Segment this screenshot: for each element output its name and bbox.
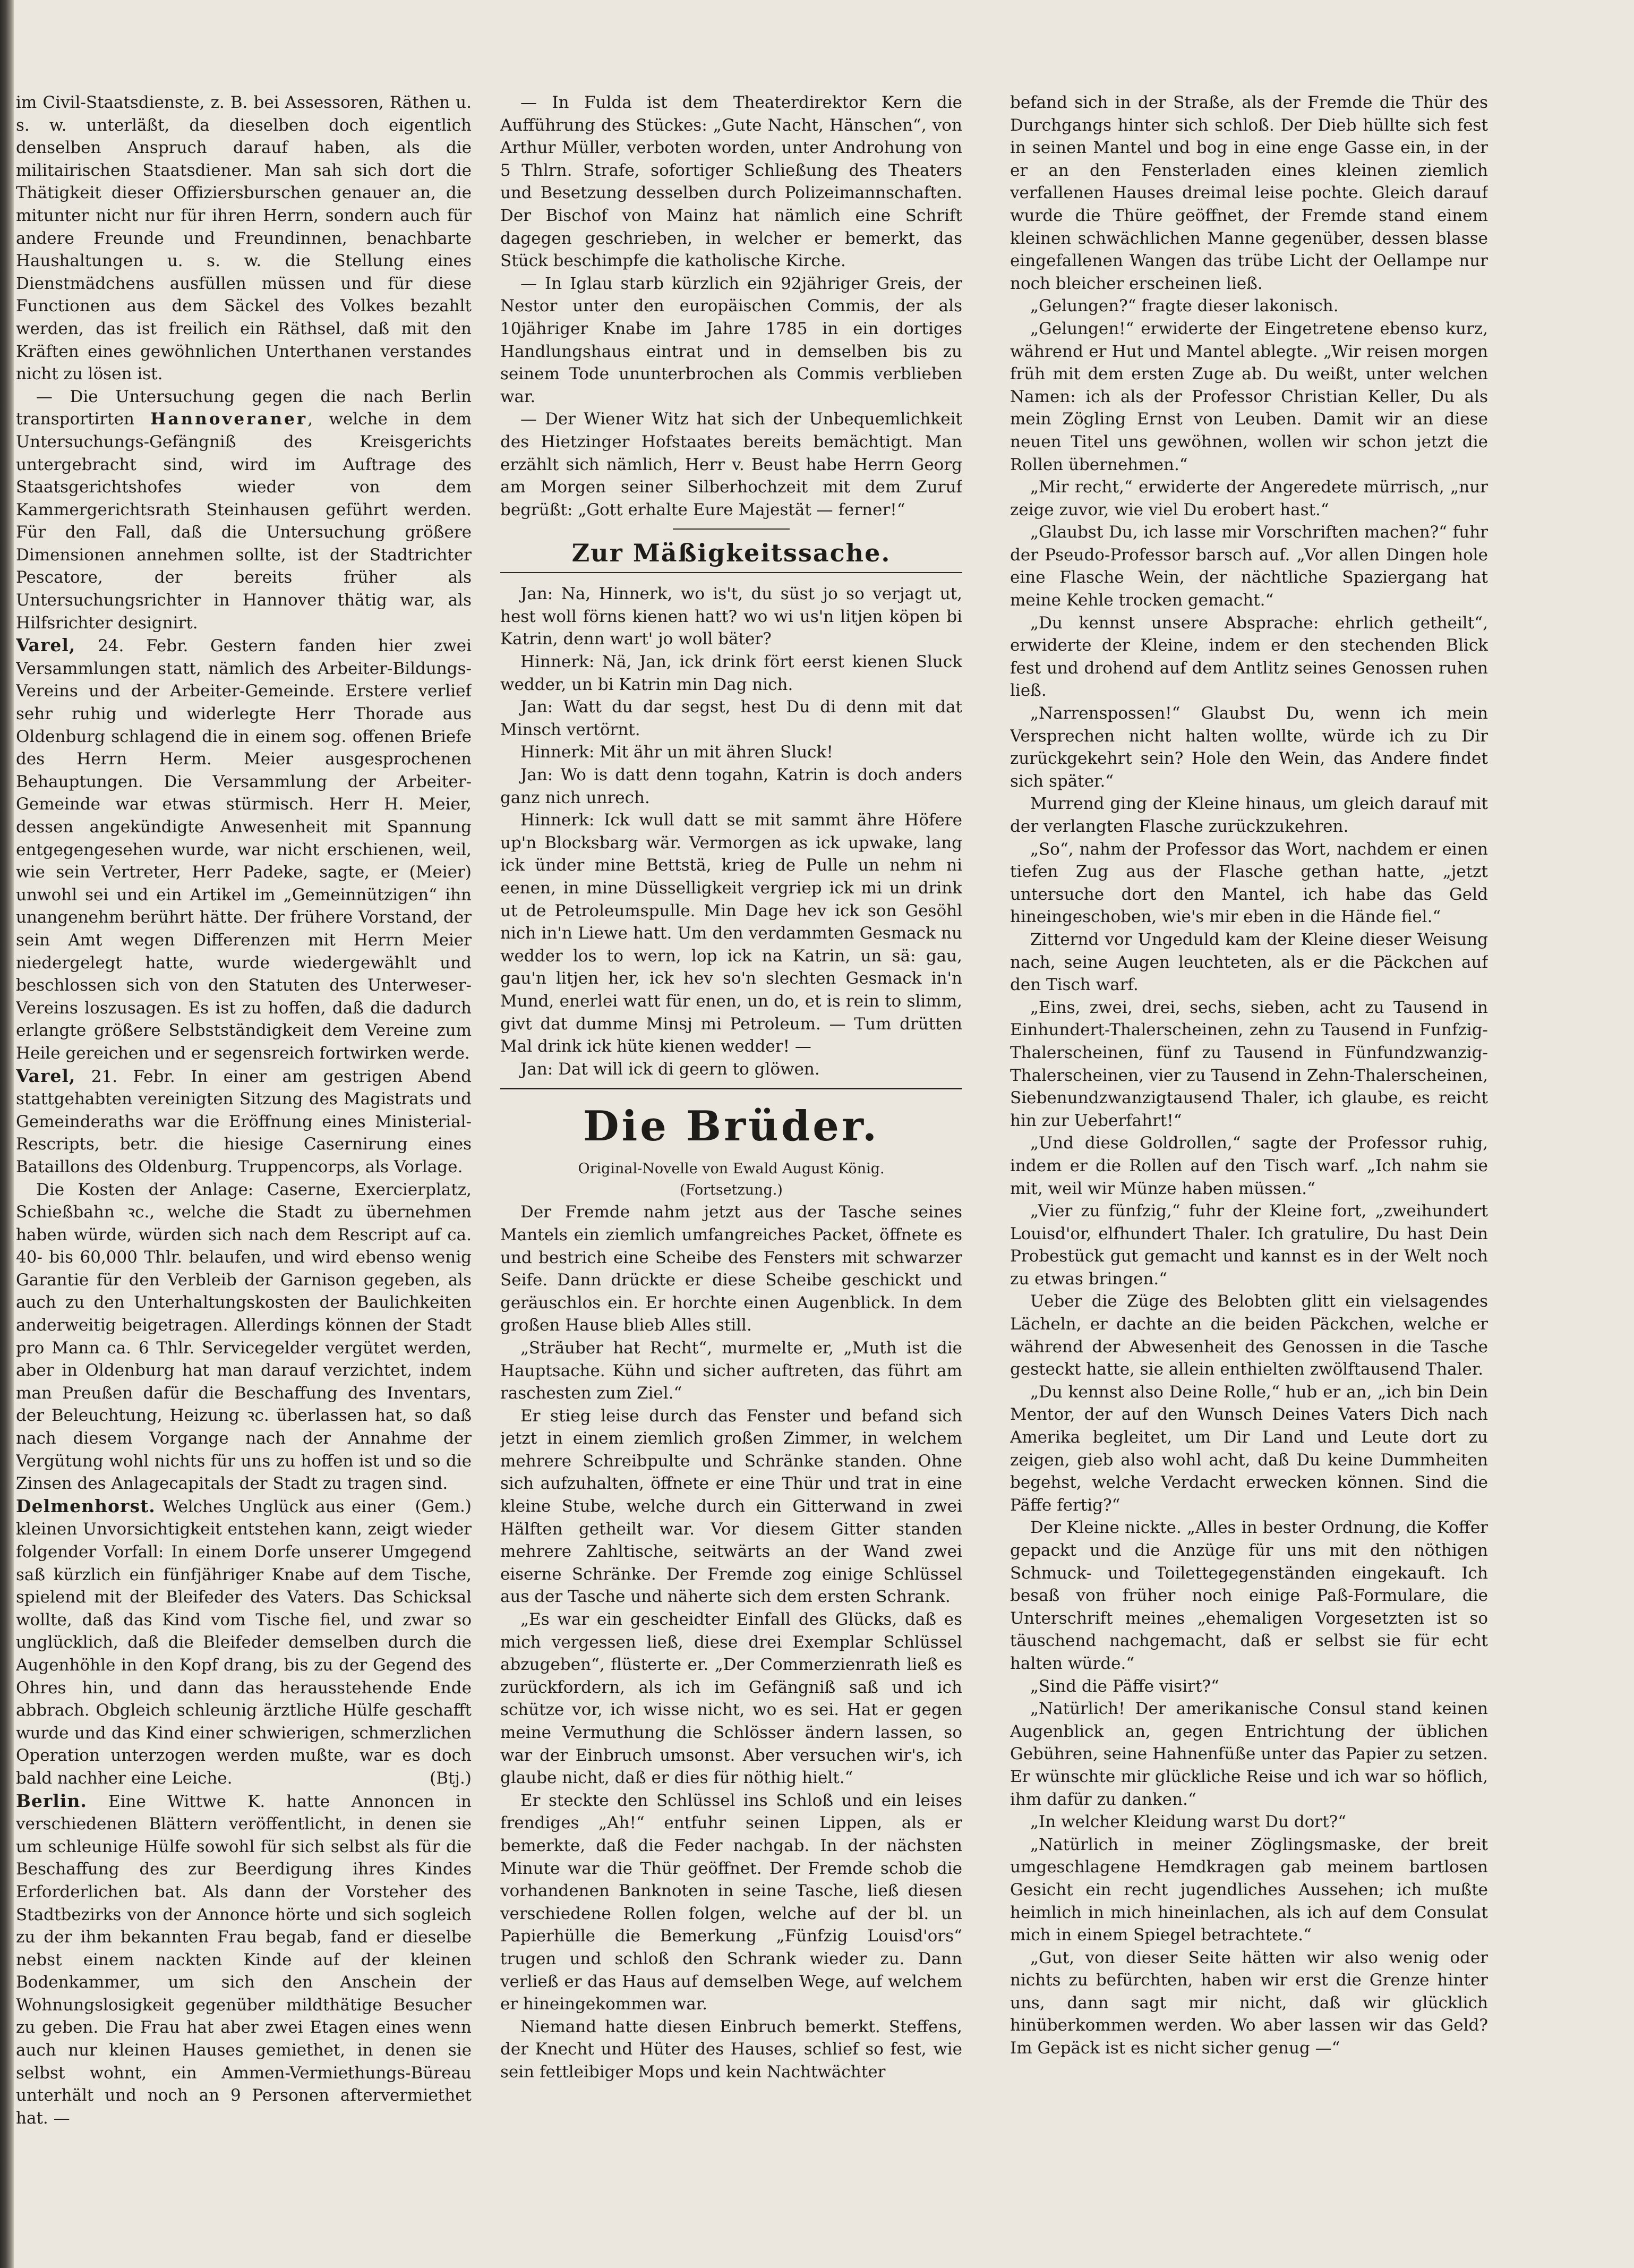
novel-paragraph: Er stieg leise durch das Fenster und befand sich jetzt in einem ziemlich großen Zimmer, in welchem mehrere Schreibpulte und Schränke standen. Ohne sich aufzuhalten, öffnete er eine Thür und trat in eine kleine Stube, welche durch ein Gitterwand in zwei Hälften getheilt war. Vor diesem Gitter standen mehrere Zahltische, seitwärts an der Wand zwei eiserne Schränke. Der Fremde zog einige Schlüssel aus der Tasche und näherte sich dem ersten Schrank. bbox=[500, 1406, 962, 1607]
article-civil-service: im Civil-Staatsdienste, z. B. bei Assessoren, Räthen u. s. w. unterläßt, da dieselben doch eigentlich denselben Anspruch darauf haben, als die militairischen Staatsdiener. Man sah sich dort die Thätigkeit dieser Offiziersburschen genauer an, die mitunter nicht nur für ihren Herrn, sondern auch für andere Freunde und Freundinnen, benachbarte Haushaltungen u. s. w. die Stellung eines Dienstmädchens ausfüllen müssen und für diese Functionen aus dem Säckel des Volkes bezahlt werden, das ist freilich ein Räthsel, daß mit den Kräften eines gewöhnlichen Unterthanen verstandes nicht zu lösen ist. bbox=[16, 93, 472, 384]
article-varel-24: Varel, 24. Febr. Gestern fanden hier zwei Versammlungen statt, nämlich des Arbeiter-Bildungs-Vereins und der Arbeiter-Gemeinde. Erstere verlief sehr ruhig und widerlegte Herr Thorade aus Oldenburg schlagend die in einem sog. offenen Briefe des Herrn Herm. Meier ausgesprochenen Behauptungen. Die Versammlung der Arbeiter-Gemeinde war etwas stürmisch. Herr H. Meier, dessen angekündigte Anwesenheit mit Spannung entgegengesehen wurde, war nicht erschienen, weil, wie sein Vertreter, Herr Padeke, sagte, er (Meier) unwohl sei und ein Artikel im „Gemeinnützigen“ ihn unangenehm berührt hätte. Der frühere Vorstand, der sein Amt wegen Differenzen mit Herrn Meier niedergelegt hatte, wurde wiedergewählt und beschlossen sich von den Statuten des Unterweser-Vereins loszusagen. Es ist zu hoffen, daß die dadurch erlangte größere Selbstständigkeit dem Vereine zum Heile gereichen und er segensreich fortwirken werde. bbox=[16, 635, 472, 1063]
dialogue-line: Jan: Wo is datt denn togahn, Katrin is doch anders ganz nich unrech. bbox=[500, 765, 962, 807]
novel-paragraph: „Du kennst unsere Absprache: ehrlich getheilt“, erwiderte der Kleine, indem er den stechenden Blick fest und drohend auf dem Antlitz seines Genossen ruhen ließ. bbox=[1010, 613, 1488, 701]
source-tag: (Btj.) bbox=[430, 1768, 472, 1788]
novel-paragraph: Murrend ging der Kleine hinaus, um gleich darauf mit der verlangten Flasche zurückzukehren. bbox=[1010, 794, 1488, 836]
novel-paragraph: Er steckte den Schlüssel ins Schloß und ein leises frendiges „Ah!“ entfuhr seinen Lippen, als er bemerkte, daß die Feder nachgab. In der nächsten Minute war die Thür geöffnet. Der Fremde schob die vorhandenen Banknoten in seine Tasche, ließ diesen verschiedene Rollen folgen, welche auf der bl. un Papierhülle die Bemerkung „Fünfzig Louisd'ors“ trugen und schloß den Schrank wieder zu. Dann verließ er das Haus auf demselben Wege, auf welchem er hineingekommen war. bbox=[500, 1790, 962, 2014]
novel-paragraph: Ueber die Züge des Belobten glitt ein vielsagendes Lächeln, er dachte an die beiden Päckchen, welche er während der Abwesenheit des Genossen in die Tasche gesteckt hatte, sie allein enthielten zwölftausend Thaler. bbox=[1010, 1292, 1488, 1379]
novel-paragraph: „Gelungen?“ fragte dieser lakonisch. bbox=[1030, 296, 1339, 316]
dialogue-line: Jan: Dat will ick di geern to glöwen. bbox=[520, 1059, 820, 1079]
dateline-berlin: Berlin. bbox=[16, 1790, 87, 1811]
novel-byline: Original-Novelle von Ewald August König. bbox=[578, 1161, 885, 1178]
novel-title: Die Brüder. bbox=[583, 1102, 880, 1151]
novel-paragraph: Der Fremde nahm jetzt aus der Tasche seines Mantels ein ziemlich umfangreiches Packet, öffnete es und bestrich eine Scheibe des Fensters mit schwarzer Seife. Dann drückte er diese Scheibe geschickt und geräuschlos ein. Er horchte einen Augenblick. In dem großen Hause blieb Alles still. bbox=[500, 1203, 962, 1335]
novel-paragraph: befand sich in der Straße, als der Fremde die Thür des Durchgangs hinter sich schloß. Der Dieb hüllte sich fest in seinen Mantel und bog in eine enge Gasse ein, in der er an den Fensterladen eines kleinen ziemlich verfallenen Hauses dreimal leise pochte. Gleich darauf wurde die Thüre geöffnet, der Fremde stand einem kleinen schwächlichen Manne gegenüber, dessen blasse eingefallenen Wangen das trübe Licht der Oellampe nur noch bleicher erscheinen ließ. bbox=[1010, 93, 1488, 293]
dateline-varel: Varel, bbox=[16, 635, 76, 656]
novel-paragraph: „Sträuber hat Recht“, murmelte er, „Muth ist die Hauptsache. Kühn und sicher auftreten, das führt am raschesten zum Ziel.“ bbox=[500, 1338, 962, 1403]
article-varel-costs: Die Kosten der Anlage: Caserne, Exercierplatz, Schießbahn ꝛc., welche die Stadt zu übernehmen haben würde, würden sich nach dem Rescript auf ca. 40- bis 60,000 Thlr. belaufen, und wird ebenso wenig Garantie für den Verbleib der Garnison gegeben, als auch zu den Unterhaltungskosten der Baulichkeiten anderweitig beigetragen. Allerdings können der Stadt pro Mann ca. 6 Thlr. Servicegelder vergütet werden, aber in Oldenburg hat man darauf verzichtet, indem man Preußen dafür die Beschaffung des Inventars, der Beleuchtung, Heizung ꝛc. überlassen hat, so daß nach diesem Vorgange nach der Annahme der Vergütung wohl nichts für uns zu hoffen ist und so die Zinsen des Anlagecapitals der Stadt zu tragen sind. (Gem.) bbox=[16, 1179, 472, 1495]
novel-paragraph: Zitternd vor Ungeduld kam der Kleine dieser Weisung nach, seine Augen leuchteten, als er die Päckchen auf den Tisch warf. bbox=[1010, 930, 1488, 995]
novel-paragraph: „Gelungen!“ erwiderte der Eingetretene ebenso kurz, während er Hut und Mantel ablegte. „Wir reisen morgen früh mit dem ersten Zuge ab. Du weißt, unter welchen Namen: ich als der Professor Christian Keller, Du als mein Zögling Ernst von Leuben. Damit wir an diese neuen Titel uns gewöhnen, wollen wir schon jetzt die Rollen übernehmen.“ bbox=[1010, 319, 1488, 474]
novel-paragraph: „Sind die Päffe visirt?“ bbox=[1030, 1676, 1220, 1696]
novel-paragraph: „Und diese Goldrollen,“ sagte der Professor ruhig, indem er die Rollen auf den Tisch warf. „Ich nahm sie mit, weil wir Münze haben müssen.“ bbox=[1010, 1133, 1488, 1198]
novel-paragraph: „Mir recht,“ erwiderte der Angeredete mürrisch, „nur zeige zuvor, wie viel Du erobert hast.“ bbox=[1010, 478, 1488, 519]
novel-paragraph: „Du kennst also Deine Rolle,“ hub er an, „ich bin Dein Mentor, der auf den Wunsch Deines Vaters Dich nach Amerika begleitet, um Dir Land und Leute dort zu zeigen, gieb also wohl acht, daß Du keine Dummheiten begehst, welche Verdacht erwecken können. Sind die Päffe fertig?“ bbox=[1010, 1382, 1488, 1515]
novel-paragraph: Der Kleine nickte. „Alles in bester Ordnung, die Koffer gepackt und die Anzüge für uns mit den nöthigen Schmuck- und Toilettegegenständen eingekauft. Ich besaß von früher noch einige Paß-Formulare, die Unterschrift meines „ehemaligen Vorgesetzten ist so täuschend nachgemacht, daß er selbst sie für echt halten würde.“ bbox=[1010, 1518, 1488, 1673]
dateline-varel: Varel, bbox=[16, 1065, 76, 1086]
dialogue-line: Jan: Watt du dar segst, hest Du di denn mit dat Minsch vertörnt. bbox=[500, 697, 962, 739]
novel-paragraph: „Eins, zwei, drei, sechs, sieben, acht zu Tausend in Einhundert-Thalerscheinen, zehn zu Tausend in Funfzig-Thalerscheinen, fünf zu Tausend in Fünfundzwanzig-Thalerscheinen, vier zu Tausend in Zehn-Thalerscheinen, Siebenundzwanzigtausend Thaler, ich glaube, es reicht hin zur Ueberfahrt!“ bbox=[1010, 997, 1488, 1130]
novel-paragraph: „Natürlich in meiner Zöglingsmaske, der breit umgeschlagene Hemdkragen gab meinem bartlosen Gesicht ein recht jugendliches Aussehen; ich mußte heimlich in mich hineinlachen, als ich auf dem Consulat mich in einem Spiegel betrachtete.“ bbox=[1010, 1835, 1488, 1945]
column-3 bbox=[1010, 91, 1488, 2237]
article-berlin: Berlin. Eine Wittwe K. hatte Annoncen in verschiedenen Blättern veröffentlicht, in denen sie um schleunige Hülfe sowohl für sich selbst als für die Beschaffung des zur Beerdigung ihres Kindes Erforderlichen bat. Als dann der Vorsteher des Stadtbezirks von der Annonce hörte und sich sogleich zu der ihm bekannten Frau begab, fand er dieselbe nebst einem nackten Kinde auf der kleinen Bodenkammer, um sich den Anschein der Wohnungslosigkeit gegenüber mildthätige Besucher zu geben. Die Frau hat aber zwei Etagen eines wenn auch nur kleinen Hauses gemiethet, in denen sie selbst wohnt, ein Ammen-Vermiethungs-Büreau unterhält und noch an 9 Personen aftervermiethet hat. — bbox=[16, 1790, 472, 2128]
novel-paragraph: „Narrenspossen!“ Glaubst Du, wenn ich mein Versprechen nicht halten wollte, würde ich zu Dir zurückgekehrt sein? Hole den Wein, das Andere findet sich später.“ bbox=[1010, 704, 1488, 791]
article-hannoveraner: — Die Untersuchung gegen die nach Berlin transportirten Hannoveraner, welche in dem Untersuchungs-Gefängniß des Kreisgerichts untergebracht sind, wird im Auftrage des Staatsgerichtshofes wieder von dem Kammergerichtsrath Steinhausen geführt werden. Für den Fall, daß die Untersuchung größere Dimensionen annehmen sollte, ist der Stadtrichter Pescatore, der bereits früher als Untersuchungsrichter in Hannover thätig war, als Hilfsrichter designirt. bbox=[16, 387, 472, 633]
article-delmenhorst: Delmenhorst. Welches Unglück aus einer kleinen Unvorsichtigkeit entstehen kann, zeigt wieder folgender Vorfall: In einem Dorfe unserer Umgegend saß kürzlich ein fünfjähriger Knabe auf dem Tische, spielend mit der Bleifeder des Vaters. Das Schicksal wollte, daß das Kind vom Tische fiel, und zwar so unglücklich, daß die Bleifeder demselben durch die Augenhöhle in den Kopf drang, bis zu der Gegend des Ohres hin, und dann das herausstehende Ende abbrach. Obgleich schleunig ärztliche Hülfe geschafft wurde und das Kind einer schwierigen, schmerzlichen Operation unterzogen werden mußte, war es doch bald nachher eine Leiche. (Btj.) bbox=[16, 1495, 472, 1790]
article-wiener-witz: — Der Wiener Witz hat sich der Unbequemlichkeit des Hietzinger Hofstaates bereits bemächtigt. Man erzählt sich nämlich, Herr v. Beust habe Herrn Georg am Morgen seiner Silberhochzeit mit dem Zuruf begrüßt: „Gott erhalte Eure Majestät — ferner!“ bbox=[500, 410, 962, 519]
novel-paragraph: „Natürlich! Der amerikanische Consul stand keinen Augenblick an, gegen Entrichtung der üblichen Gebühren, seine Hahnenfüße unter das Papier zu setzen. Er wünschte mir glückliche Reise und ich war so höflich, ihm dafür zu danken.“ bbox=[1010, 1699, 1488, 1809]
novel-paragraph: „Vier zu fünfzig,“ fuhr der Kleine fort, „zweihundert Louisd'or, elfhundert Thaler. Ich gratulire, Du hast Dein Probestück gut gemacht und kannst es in der Welt noch zu etwas bringen.“ bbox=[1010, 1201, 1488, 1289]
divider bbox=[500, 1088, 962, 1089]
dateline-delmenhorst: Delmenhorst. bbox=[16, 1495, 156, 1516]
novel-paragraph: „Es war ein gescheidter Einfall des Glücks, daß es mich vergessen ließ, diese drei Exemplar Schlüssel abzugeben“, flüsterte er. „Der Commerzienrath ließ es zurückfordern, als ich im Gefängniß saß und ich schütze vor, ich wisse nicht, wo es sei. Hat er gegen meine Vermuthung die Schlösser ändern lassen, so war der Einbruch umsonst. Aber versuchen wir's, ich glaube nicht, daß er dies für nöthig hielt.“ bbox=[500, 1610, 962, 1788]
column-1 bbox=[16, 91, 472, 2237]
dialogue-line: Hinnerk: Nä, Jan, ick drink fört eerst kienen Sluck wedder, un bi Katrin min Dag nich. bbox=[500, 652, 962, 694]
source-tag: (Gem.) bbox=[415, 1496, 472, 1516]
divider bbox=[500, 572, 962, 573]
dialogue-line: Hinnerk: Mit ähr un mit ähren Sluck! bbox=[520, 743, 833, 762]
divider bbox=[673, 528, 790, 530]
dialogue-line: Hinnerk: Ick wull datt se mit sammt ähre Höfere up'n Blocksbarg wär. Vermorgen as ick upwake, lang ick ünder mine Bettstä, krieg de Pulle un nehm ni eenen, in mine Düsselligkeit vergriep ick mi un drink ut de Petroleumspulle. Min Dage hev ick son Gesöhl nich in'n Liewe hatt. Um den verdammten Gesmack nu wedder los to wern, lop ick na Katrin, un sä: gau, gau'n litjen her, ick hev so'n slechten Gesmack in'n Mund, enerlei watt für enen, un do, et is rein to slimm, givt dat dumme Minsj mi Petroleum. — Tum drütten Mal drink ick hüte kienen wedder! — bbox=[500, 811, 962, 1056]
page-binding-edge bbox=[0, 0, 14, 2268]
novel-paragraph: „In welcher Kleidung warst Du dort?“ bbox=[1030, 1812, 1347, 1832]
dialogue-line: Jan: Na, Hinnerk, wo is't, du süst jo so verjagt ut, hest woll förns kienen hatt? wo wi us'n litjen köpen bi Katrin, denn wart' jo woll bäter? bbox=[500, 584, 962, 649]
section-heading-maessigkeit: Zur Mäßigkeitssache. bbox=[571, 539, 891, 568]
novel-continuation-note: (Fortsetzung.) bbox=[680, 1182, 783, 1199]
novel-paragraph: „Gut, von dieser Seite hätten wir also wenig oder nichts zu befürchten, haben wir erst die Grenze hinter uns, dann sagt mir nicht, daß wir glücklich hinüberkommen werden. Wo aber lassen wir das Geld? Im Gepäck ist es nicht sicher genug —“ bbox=[1010, 1948, 1488, 2058]
novel-paragraph: „Glaubst Du, ich lasse mir Vorschriften machen?“ fuhr der Pseudo-Professor barsch auf. „Vor allen Dingen hole eine Flasche Wein, der nächtliche Spaziergang hat meine Kehle trocken gemacht.“ bbox=[1010, 523, 1488, 610]
column-2 bbox=[500, 91, 962, 2237]
novel-paragraph: Niemand hatte diesen Einbruch bemerkt. Steffens, der Knecht und Hüter des Hauses, schlief so fest, wie sein fettleibiger Mops und kein Nachtwächter bbox=[500, 2017, 962, 2082]
novel-paragraph: „So“, nahm der Professor das Wort, nachdem er einen tiefen Zug aus der Flasche gethan hatte, „jetzt untersuche dort den Mantel, ich habe das Geld hineingeschoben, wie's mir eben in die Hände fiel.“ bbox=[1010, 839, 1488, 927]
article-varel-21: Varel, 21. Febr. In einer am gestrigen Abend stattgehabten vereinigten Sitzung des Magistrats und Gemeinderaths war die Eröffnung eines Ministerial-Rescripts, betr. die hiesige Casernirung eines Bataillons des Oldenburg. Truppencorps, als Vorlage. bbox=[16, 1065, 472, 1176]
article-fulda: — In Fulda ist dem Theaterdirektor Kern die Aufführung des Stückes: „Gute Nacht, Hänschen“, von Arthur Müller, verboten worden, unter Androhung von 5 Thlrn. Strafe, sofortiger Schließung des Theaters und Besetzung desselben durch Polizeimannschaften. Der Bischof von Mainz hat nämlich eine Schrift dagegen geschrieben, in welcher er bemerkt, das Stück beschimpfe die katholische Kirche. bbox=[500, 93, 962, 271]
article-iglau: — In Iglau starb kürzlich ein 92jähriger Greis, der Nestor unter den europäischen Commis, der als 10jähriger Knabe im Jahre 1785 in ein dortiges Handlungshaus eintrat und in demselben bis zu seinem Tode ununterbrochen als Commis verblieben war. bbox=[500, 274, 962, 406]
